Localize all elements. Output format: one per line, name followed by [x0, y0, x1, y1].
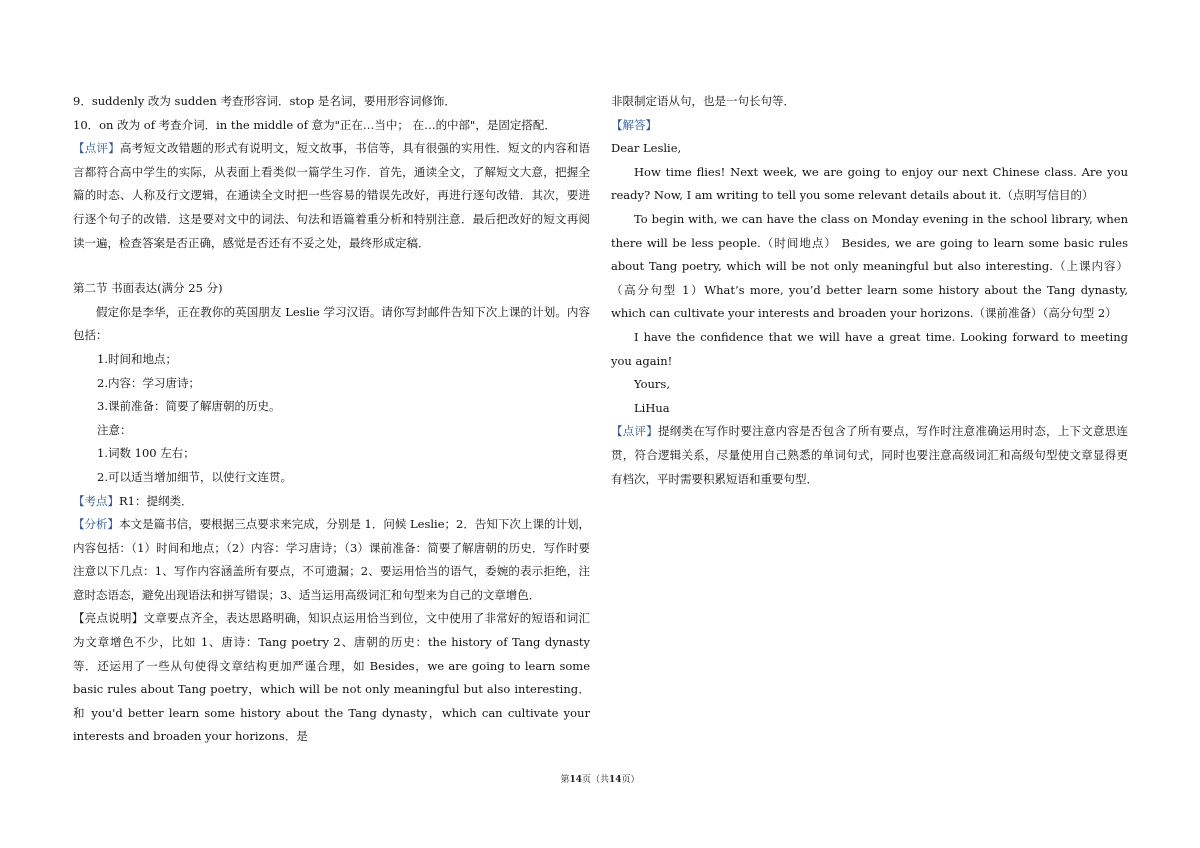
letter-paragraph-2: To begin with, we can have the class on Monday evening in the school library, when there will be less people.（时间地点） Besides, we are going to learn some basic rules about Tang poetry, which will be not only meaningful but also interesting.（上课内容） （高分句型 1）What’s more, you’d better learn some history about the Tang dynasty, which can cultivate your interests and broaden your horizons.（课前准备）（高分句型 2） — [611, 211, 1128, 321]
requirement-2: 2.内容：学习唐诗； — [97, 375, 200, 390]
letter-paragraph-1: How time flies! Next week, we are going to enjoy our next Chinese class. Are you ready? Now, I am writing to tell you some relevant details about it.（点明写信目的） — [611, 164, 1128, 203]
letter-paragraph-3: I have the confidence that we will have a great time. Looking forward to meeting you again! — [611, 329, 1128, 368]
kaodian-tag: 【考点】 — [73, 493, 119, 508]
page-footer — [0, 772, 1200, 785]
letter-greeting: Dear Leslie, — [611, 141, 682, 156]
answer-item-9: 9．suddenly 改为 sudden 考查形容词．stop 是名词，要用形容词修饰． — [73, 94, 456, 108]
comment-paragraph-2 — [611, 420, 1128, 491]
highlights-text: 文章要点齐全，表达思路明确，知识点运用恰当到位，文中使用了非常好的短语和词汇为文章增色不少，比如 1、唐诗：Tang poetry 2、唐朝的历史：the history of Tang dynasty 等．还运用了一些从句使得文章结构更加严谨合理，如 Besides，we are going to learn some basic rules about Tang poetry，which will be not only meaningful but also interesting．和 you'd better learn some history about the Tang dynasty，which can cultivate your interests and broaden your horizons．是 — [73, 611, 591, 744]
comment-tag-2: 【点评】 — [611, 424, 659, 439]
answer-item-10: 10．on 改为 of 考查介词．in the middle of 意为"正在…当中； 在…的中部"，是固定搭配． — [73, 117, 556, 132]
footer-suffix: 页） — [621, 775, 640, 785]
solution-tag: 【解答】 — [611, 117, 657, 132]
note-title: 注意： — [97, 422, 132, 437]
requirement-3: 3.课前准备：简要了解唐朝的历史。 — [97, 399, 281, 414]
section-gap — [73, 255, 590, 277]
writing-prompt: 假定你是李华，正在教你的英国朋友 Leslie 学习汉语。请你写封邮件告知下次上课的计划。内容包括： — [73, 304, 590, 343]
note-2: 2.可以适当增加细节，以使行文连贯。 — [97, 469, 292, 484]
analysis-text: 本文是篇书信，要根据三点要求来完成，分别是 1．问候 Leslie；2．告知下次上课的计划，内容包括：（1）时间和地点；（2）内容：学习唐诗；（3）课前准备：简要了解唐朝的历史．写作时要注意以下几点：1、写作内容涵盖所有要点，不可遗漏；2、要运用恰当的语气，委婉的表示拒绝，注意时态语态，避免出现语法和拼写错误；3、适当运用高级词汇和句型来为自己的文章增色． — [73, 517, 591, 602]
footer-prefix: 第 — [560, 775, 570, 785]
continuation-line: 非限制定语从句，也是一句长句等． — [611, 94, 795, 108]
comment-text-2: 提纲类在写作时要注意内容是否包含了所有要点，写作时注意准确运用时态，上下文意思连贯，符合逻辑关系，尽量使用自己熟悉的单词句式，同时也要注意高级词汇和高级句型使文章显得更有档次，平时需要积累短语和重要句型． — [611, 424, 1129, 486]
solution-tag-line — [611, 114, 1128, 138]
kaodian-paragraph — [73, 490, 590, 514]
comment-text: 高考短文改错题的形式有说明文，短文故事，书信等，具有很强的实用性．短文的内容和语言都符合高中学生的实际，从表面上看类似一篇学生习作．首先，通读全文，了解短文大意，把握全篇的时态、人称及行文逻辑，在通读全文时把一些容易的错误先改好，再进行逐句改错．其次，要进行逐个句子的改错．这是要对文中的词法、句法和语篇着重分析和特别注意．最后把改好的短文再阅读一遍，检查答案是否正确，感觉是否还有不妥之处，最终形成定稿． — [73, 141, 591, 250]
highlights-paragraph — [73, 607, 590, 749]
total-pages: 14 — [609, 775, 622, 785]
section-title: 第二节 书面表达(满分 25 分) — [73, 281, 223, 296]
letter-closing: Yours, — [634, 377, 670, 392]
analysis-paragraph — [73, 513, 590, 607]
footer-middle: 页（共 — [581, 775, 609, 785]
page-number: 14 — [569, 775, 582, 785]
highlights-tag: 【亮点说明】 — [73, 611, 144, 626]
comment-tag: 【点评】 — [73, 141, 121, 156]
left-column — [73, 90, 590, 749]
letter-signature: LiHua — [634, 400, 670, 415]
comment-paragraph-1 — [73, 137, 590, 255]
kaodian-text: R1：提纲类． — [119, 493, 193, 508]
requirement-1: 1.时间和地点； — [97, 351, 177, 366]
note-1: 1.词数 100 左右； — [97, 446, 195, 461]
analysis-tag: 【分析】 — [73, 517, 120, 532]
right-column — [611, 90, 1128, 491]
